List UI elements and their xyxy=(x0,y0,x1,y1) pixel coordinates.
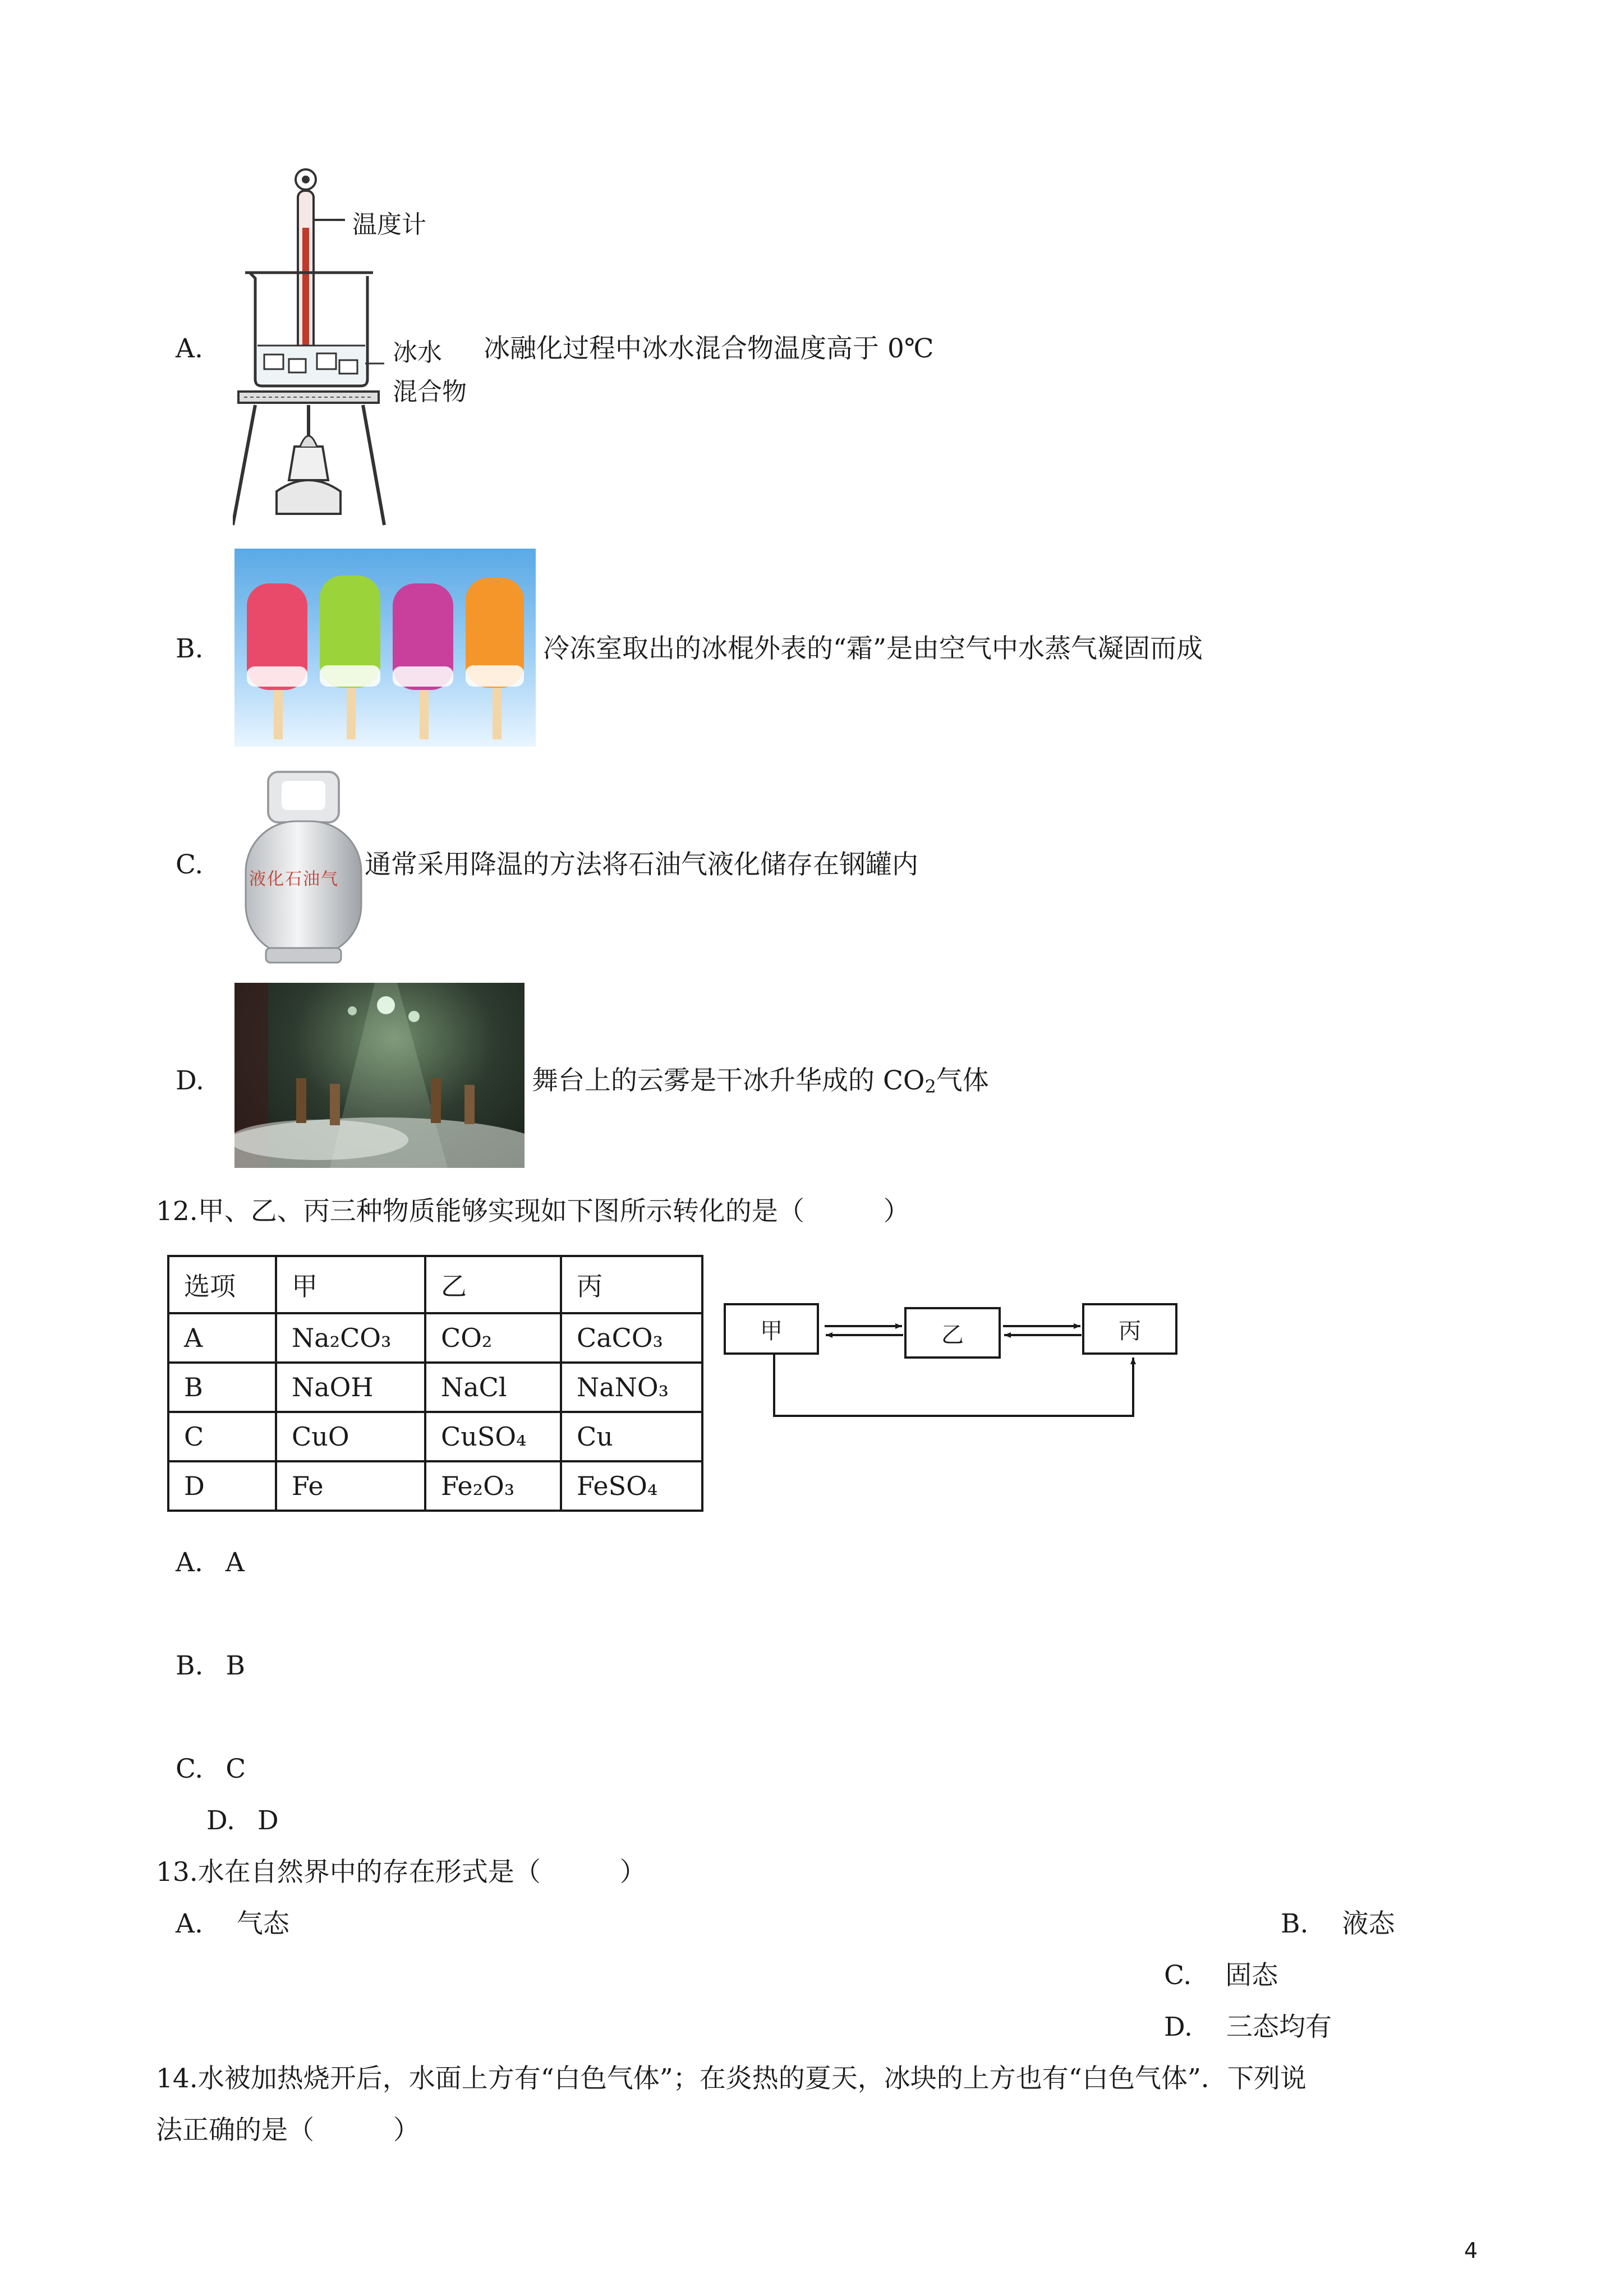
q13-choice-a: A. 气态 xyxy=(176,1908,289,1939)
diagram-box-jia: 甲 xyxy=(724,1303,819,1355)
q13-choice-d: D. 三态均有 xyxy=(1164,2012,1332,2042)
table-cell: CO₂ xyxy=(425,1313,561,1363)
q13-stem: 13.水在自然界中的存在形式是（ ） xyxy=(156,1857,646,1888)
q12-options-table xyxy=(167,1255,703,1512)
q14-stem-line1: 14.水被加热烧开后，水面上方有“白色气体”；在炎热的夏天，冰块的上方也有“白色气体”．下列说 xyxy=(156,2063,1306,2094)
diagram-box-yi: 乙 xyxy=(904,1307,1001,1359)
ice-water-label-1: 冰水 xyxy=(393,338,442,367)
table-header-cell: 甲 xyxy=(276,1256,425,1313)
table-cell: Cu xyxy=(561,1412,702,1461)
page-number: 4 xyxy=(1464,2238,1478,2263)
diagram-box-bing: 丙 xyxy=(1082,1303,1177,1355)
option-d-text: 舞台上的云雾是干冰升华成的 $CO_2$气体 xyxy=(532,1065,989,1097)
table-header-cell: 选项 xyxy=(168,1256,276,1313)
table-cell: D xyxy=(168,1461,276,1511)
q12-stem: 12.甲、乙、丙三种物质能够实现如下图所示转化的是（ ） xyxy=(156,1196,910,1227)
table-row xyxy=(168,1461,702,1511)
stage-fog-photo xyxy=(234,983,525,1168)
q12-choice-b: B. B xyxy=(176,1650,246,1681)
q13-choice-b: B. 液态 xyxy=(1281,1908,1395,1939)
table-cell: Fe₂O₃ xyxy=(425,1461,561,1511)
table-cell: NaNO₃ xyxy=(561,1363,702,1412)
table-cell: C xyxy=(168,1412,276,1461)
table-cell: CaCO₃ xyxy=(561,1313,702,1363)
thermometer-label: 温度计 xyxy=(352,210,426,239)
tank-text: 液化石油气 xyxy=(249,869,339,889)
table-cell: Fe xyxy=(276,1461,425,1511)
table-header-row xyxy=(168,1256,702,1313)
popsicles-photo xyxy=(234,549,536,747)
q12-choice-a: A. A xyxy=(176,1547,245,1578)
table-cell: CuO xyxy=(276,1412,425,1461)
gas-tank-photo xyxy=(241,770,366,966)
table-cell: Na₂CO₃ xyxy=(276,1313,425,1363)
q12-choice-d: D. D xyxy=(206,1805,279,1836)
table-cell: B xyxy=(168,1363,276,1412)
table-row xyxy=(168,1313,702,1363)
table-cell: FeSO₄ xyxy=(561,1461,702,1511)
option-b-label: B. xyxy=(176,633,204,664)
table-cell: A xyxy=(168,1313,276,1363)
table-cell: NaCl xyxy=(425,1363,561,1412)
option-a-text: 冰融化过程中冰水混合物温度高于 0℃ xyxy=(484,333,934,364)
table-cell: CuSO₄ xyxy=(425,1412,561,1461)
q12-choice-c: C. C xyxy=(176,1754,246,1784)
option-c-label: C. xyxy=(176,849,204,880)
table-row xyxy=(168,1363,702,1412)
ice-water-label-2: 混合物 xyxy=(393,378,467,406)
table-row xyxy=(168,1412,702,1461)
option-a-label: A. xyxy=(176,333,203,364)
table-header-cell: 乙 xyxy=(425,1256,561,1313)
option-d-label: D. xyxy=(176,1065,204,1096)
option-b-text: 冷冻室取出的冰棍外表的“霜”是由空气中水蒸气凝固而成 xyxy=(543,633,1203,664)
table-cell: NaOH xyxy=(276,1363,425,1412)
option-c-text: 通常采用降温的方法将石油气液化储存在钢罐内 xyxy=(365,849,918,880)
q13-choice-c: C. 固态 xyxy=(1164,1960,1278,1991)
q14-stem-line2: 法正确的是（ ） xyxy=(156,2115,420,2146)
table-header-cell: 丙 xyxy=(561,1256,702,1313)
